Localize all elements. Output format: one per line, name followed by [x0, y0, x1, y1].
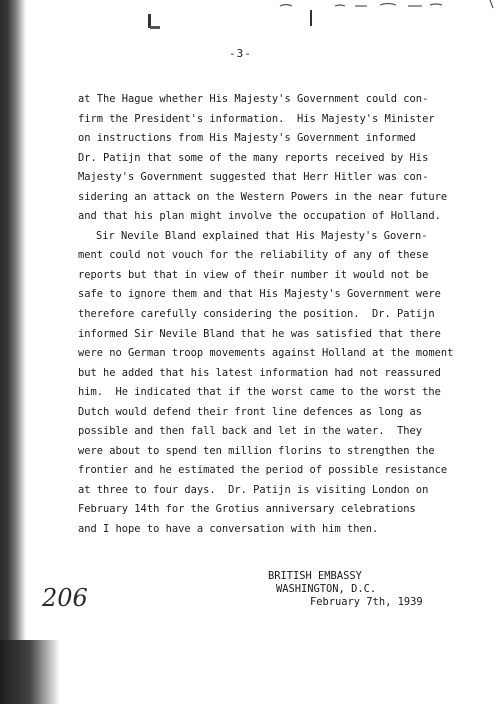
letter-date: February 7th, 1939	[310, 596, 423, 608]
body-line: at The Hague whether His Majesty's Government could con-	[78, 93, 429, 105]
body-line: Majesty's Government suggested that Herr Hitler was con-	[78, 171, 429, 184]
body-line: possible and then fall back and let in the water. They	[78, 425, 423, 438]
letter-body	[78, 90, 478, 540]
embassy-location: WASHINGTON, D.C.	[276, 583, 377, 595]
body-line: at three to four days. Dr. Patijn is visiting London on	[78, 483, 429, 496]
body-line: safe to ignore them and that His Majesty's Government were	[78, 288, 441, 301]
body-line: on instructions from His Majesty's Government informed	[78, 132, 416, 145]
handwritten-note	[40, 580, 100, 614]
body-line: were no German troop movements against Holland at the moment	[78, 347, 454, 360]
top-scan-marks	[140, 0, 500, 40]
body-line: frontier and he estimated the period of possible resistance	[78, 464, 448, 477]
page-number: -3-	[229, 47, 252, 60]
signature-block	[268, 570, 423, 609]
body-line: and that his plan might involve the occupation of Holland.	[78, 210, 441, 223]
body-line: and I hope to have a conversation with him then.	[78, 523, 379, 536]
body-line: Sir Nevile Bland explained that His Majesty's Govern-	[96, 229, 428, 242]
body-line: ment could not vouch for the reliability of any of these	[78, 249, 429, 262]
body-line: informed Sir Nevile Bland that he was satisfied that there	[78, 327, 441, 340]
scan-edge-shadow-bottom	[0, 640, 60, 704]
handwritten-note-text: 206	[42, 584, 88, 612]
body-line: sidering an attack on the Western Powers in the near future	[78, 190, 448, 203]
scan-edge-shadow	[0, 0, 26, 704]
body-line: Dutch would defend their front line defences as long as	[78, 405, 423, 418]
body-line: were about to spend ten million florins to strengthen the	[78, 444, 435, 457]
body-line: Dr. Patijn that some of the many reports received by His	[78, 151, 429, 164]
body-line: therefore carefully considering the position. Dr. Patijn	[78, 308, 435, 321]
body-line: firm the President's information. His Majesty's Minister	[78, 112, 435, 125]
body-line: reports but that in view of their number it would not be	[78, 268, 429, 281]
body-line: him. He indicated that if the worst came to the worst the	[78, 386, 441, 399]
body-line: but he added that his latest information had not reassured	[78, 366, 441, 379]
body-line: February 14th for the Grotius anniversary celebrations	[78, 503, 416, 516]
embassy-name: BRITISH EMBASSY	[268, 570, 362, 582]
